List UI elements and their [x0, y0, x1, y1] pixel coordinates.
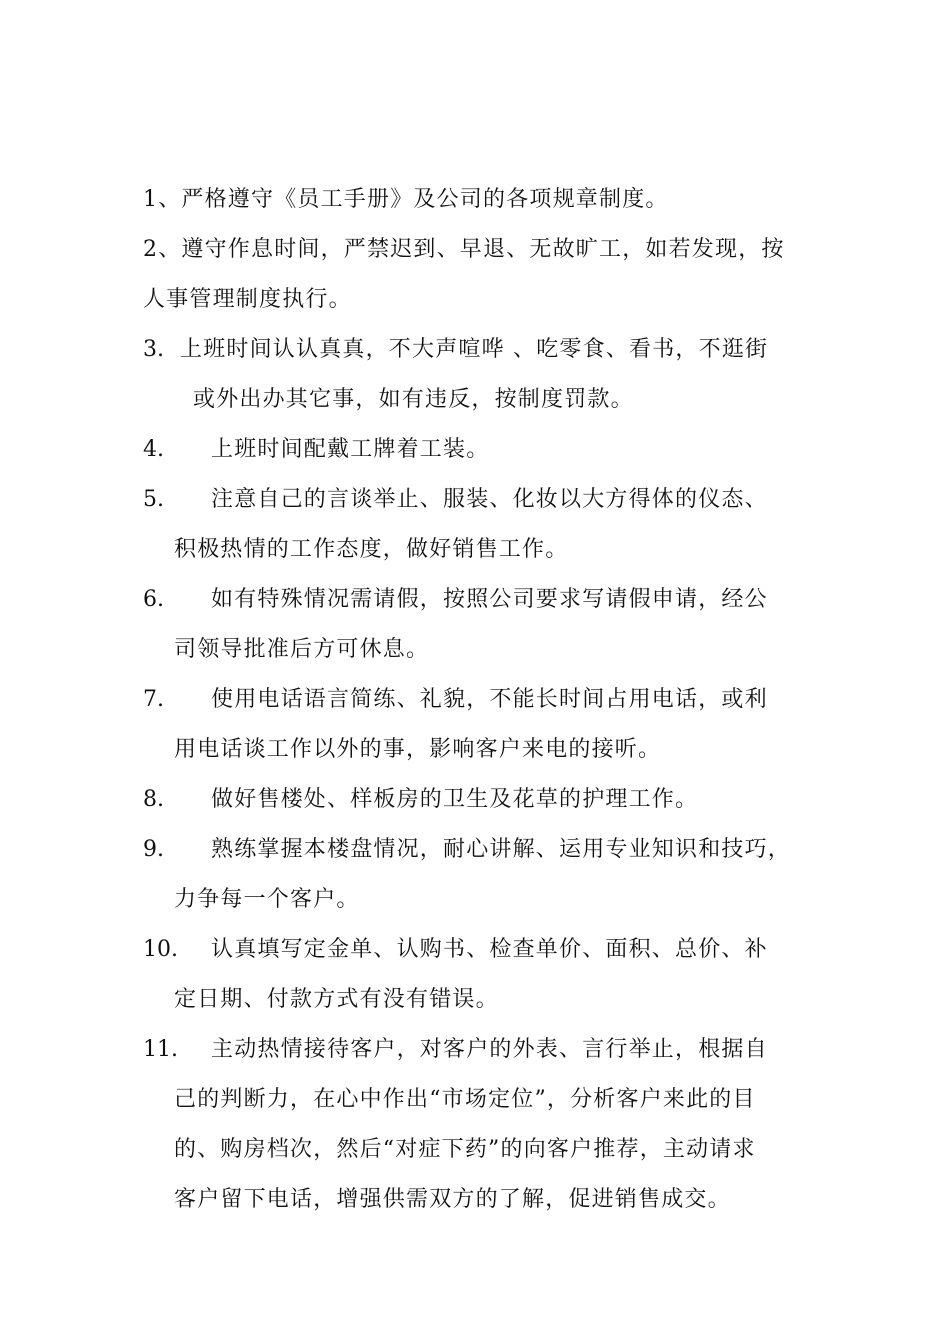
- rule-3-line-2: 或外出办其它事，如有违反，按制度罚款。: [193, 387, 634, 412]
- rule-8-number: 8.: [143, 787, 164, 812]
- rule-6-number: 6.: [143, 587, 164, 612]
- rule-9-number: 9.: [143, 837, 164, 862]
- rule-10-number: 10.: [143, 937, 178, 962]
- rule-2-line-1: 2、遵守作息时间，严禁迟到、早退、无故旷工，如若发现，按: [143, 237, 785, 262]
- rule-6-line-2: 司领导批准后方可休息。: [174, 637, 430, 662]
- rule-3-number: 3.: [143, 337, 164, 362]
- rule-7-line-2: 用电话谈工作以外的事，影响客户来电的接听。: [174, 737, 662, 762]
- rule-6-line-1: 如有特殊情况需请假，按照公司要求写请假申请，经公: [211, 587, 768, 612]
- rule-5-line-2: 积极热情的工作态度，做好销售工作。: [174, 537, 569, 562]
- rule-10-line-1: 认真填写定金单、认购书、检查单价、面积、总价、补: [211, 937, 768, 962]
- rule-7-line-1: 使用电话语言简练、礼貌，不能长时间占用电话，或利: [211, 687, 768, 712]
- rule-11-line-1: 主动热情接待客户，对客户的外表、言行举止，根据自: [211, 1037, 768, 1062]
- rule-10-line-2: 定日期、付款方式有没有错误。: [174, 987, 499, 1012]
- rule-11-line-3: 的、购房档次，然后“对症下药”的向客户推荐，主动请求: [174, 1137, 756, 1162]
- rule-5-line-1: 注意自己的言谈举止、服装、化妆以大方得体的仪态、: [211, 487, 768, 512]
- rule-8-line-1: 做好售楼处、样板房的卫生及花草的护理工作。: [211, 787, 699, 812]
- rule-9-line-1: 熟练掌握本楼盘情况，耐心讲解、运用专业知识和技巧，: [211, 837, 792, 862]
- rule-5-number: 5.: [143, 487, 164, 512]
- rule-11-line-2: 己的判断力，在心中作出“市场定位”，分析客户来此的目: [174, 1087, 756, 1112]
- rule-11-number: 11.: [143, 1037, 178, 1062]
- rule-3-line-1: 上班时间认认真真，不大声喧哗 、吃零食、看书，不逛街: [180, 337, 769, 362]
- rule-2-line-2: 人事管理制度执行。: [143, 287, 352, 312]
- rule-4-number: 4.: [143, 437, 164, 462]
- rule-7-number: 7.: [143, 687, 164, 712]
- rule-9-line-2: 力争每一个客户。: [174, 887, 360, 912]
- rule-11-line-4: 客户留下电话，增强供需双方的了解，促进销售成交。: [174, 1187, 731, 1212]
- rule-1-line-1: 1、严格遵守《员工手册》及公司的各项规章制度。: [143, 187, 669, 212]
- rule-4-line-1: 上班时间配戴工牌着工装。: [211, 437, 490, 462]
